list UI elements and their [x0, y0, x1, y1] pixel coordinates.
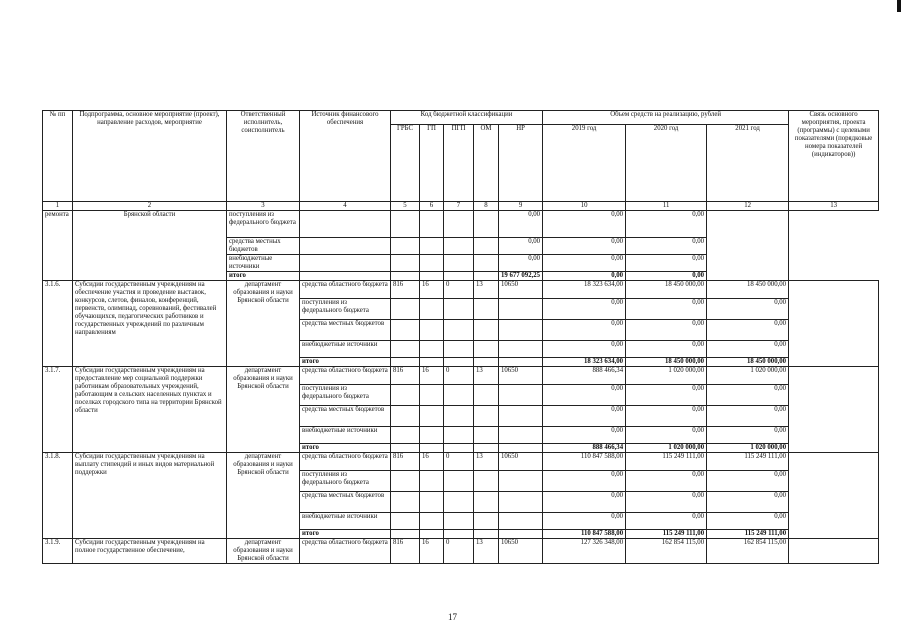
header-gp: ГП [420, 125, 444, 202]
code-cell [474, 471, 499, 492]
source-cell: итого [227, 272, 300, 281]
header-responsible: Ответственный исполнитель, соисполнитель [227, 111, 300, 202]
amount-cell: 110 847 588,00 [543, 530, 626, 539]
source-cell: средства местных бюджетов [300, 406, 391, 427]
amount-cell: 0,00 [543, 255, 626, 272]
program-cell: ремонта [43, 211, 73, 281]
column-index: 12 [707, 202, 789, 211]
source-cell: итого [300, 530, 391, 539]
code-cell [391, 427, 420, 444]
code-cell [499, 320, 543, 341]
code-cell [474, 358, 499, 367]
column-index: 8 [474, 202, 499, 211]
source-cell: средства местных бюджетов [227, 238, 300, 255]
source-cell: внебюджетные источники [300, 427, 391, 444]
code-cell: 16 [420, 281, 444, 299]
amount-cell: 18 450 000,00 [707, 358, 789, 367]
code-cell [420, 444, 444, 453]
code-cell [499, 471, 543, 492]
code-cell [420, 513, 444, 530]
amount-cell: 0,00 [707, 492, 789, 513]
column-index: 13 [789, 202, 879, 211]
amount-cell: 0,00 [626, 272, 707, 281]
code-cell: 16 [420, 367, 444, 385]
header-om: ОМ [474, 125, 499, 202]
code-cell: 13 [474, 281, 499, 299]
header-budget-code: Код бюджетной классификации [391, 111, 543, 125]
code-cell [391, 513, 420, 530]
amount-cell: 0,00 [543, 272, 626, 281]
code-cell [499, 358, 543, 367]
column-index: 2 [73, 202, 227, 211]
source-cell: средства местных бюджетов [300, 492, 391, 513]
amount-cell: 18 450 000,00 [626, 281, 707, 299]
responsible-line: Брянской области [237, 469, 289, 476]
code-cell [420, 530, 444, 539]
code-cell [300, 272, 391, 281]
code-cell [420, 385, 444, 406]
code-cell [391, 444, 420, 453]
code-cell [391, 471, 420, 492]
amount-cell: 0,00 [626, 492, 707, 513]
code-cell [444, 444, 474, 453]
amount-cell: 0,00 [707, 320, 789, 341]
code-cell: 13 [474, 539, 499, 564]
item-number-cell: 3.1.6. [43, 281, 73, 367]
source-cell: внебюджетные источники [227, 255, 300, 272]
source-cell: внебюджетные источники [300, 513, 391, 530]
code-cell [499, 492, 543, 513]
responsible-line: Брянской области [237, 555, 289, 562]
code-cell [391, 320, 420, 341]
code-cell: 16 [420, 539, 444, 564]
column-index: 6 [420, 202, 444, 211]
link-cell [789, 453, 879, 539]
header-volume: Объем средств на реализацию, рублей [543, 111, 789, 125]
amount-cell: 0,00 [626, 513, 707, 530]
link-cell [789, 367, 879, 453]
amount-cell: 0,00 [543, 238, 626, 255]
amount-cell: 0,00 [499, 255, 543, 272]
source-cell: средства областного бюджета [300, 453, 391, 471]
code-cell [474, 513, 499, 530]
code-cell [391, 299, 420, 320]
amount-cell: 0,00 [707, 513, 789, 530]
code-cell [499, 513, 543, 530]
amount-cell: 0,00 [707, 406, 789, 427]
amount-cell: 115 249 111,00 [707, 453, 789, 471]
code-cell [391, 530, 420, 539]
code-cell [300, 211, 391, 238]
amount-cell: 18 323 634,00 [543, 281, 626, 299]
source-cell: итого [300, 444, 391, 453]
responsible-line: департамент образования и науки [233, 281, 293, 296]
code-cell [391, 255, 420, 272]
table-row [43, 367, 879, 385]
code-cell [300, 255, 391, 272]
table-body [43, 202, 879, 564]
amount-cell: 1 020 000,00 [626, 444, 707, 453]
source-cell: средства областного бюджета [300, 281, 391, 299]
link-cell [707, 211, 789, 281]
code-cell [444, 238, 474, 255]
amount-cell: 162 854 115,00 [707, 539, 789, 564]
code-cell [420, 471, 444, 492]
code-cell [474, 211, 499, 238]
responsible-line: Брянской области [237, 383, 289, 390]
amount-cell: 0,00 [543, 211, 626, 238]
column-index: 11 [626, 202, 707, 211]
responsible-cell [227, 539, 300, 564]
amount-cell: 0,00 [626, 299, 707, 320]
amount-cell: 115 249 111,00 [626, 530, 707, 539]
responsible-cell [227, 453, 300, 539]
code-cell [499, 444, 543, 453]
code-cell: 0 [444, 281, 474, 299]
code-cell: 10650 [499, 453, 543, 471]
page-number: 17 [448, 612, 457, 622]
code-cell [420, 255, 444, 272]
responsible-line: Брянской области [237, 297, 289, 304]
responsible-line: департамент образования и науки [233, 367, 293, 382]
amount-cell: 115 249 111,00 [707, 530, 789, 539]
responsible-cell: Брянской области [73, 211, 227, 281]
responsible-line: департамент образования и науки [233, 539, 293, 554]
code-cell [474, 299, 499, 320]
responsible-line: департамент образования и науки [233, 453, 293, 468]
amount-cell: 0,00 [707, 299, 789, 320]
source-cell: поступления из федерального бюджета [227, 211, 300, 238]
source-cell: внебюджетные источники [300, 341, 391, 358]
column-index: 10 [543, 202, 626, 211]
header-2021: 2021 год [707, 125, 789, 202]
amount-cell: 0,00 [626, 385, 707, 406]
code-cell [300, 238, 391, 255]
code-cell [391, 492, 420, 513]
code-cell [474, 272, 499, 281]
amount-cell: 0,00 [499, 238, 543, 255]
code-cell [444, 255, 474, 272]
amount-cell: 0,00 [543, 406, 626, 427]
amount-cell: 0,00 [543, 492, 626, 513]
source-cell: средства местных бюджетов [300, 320, 391, 341]
amount-cell: 0,00 [543, 320, 626, 341]
header-num: № пп [43, 111, 73, 202]
amount-cell: 0,00 [707, 427, 789, 444]
code-cell [474, 255, 499, 272]
code-cell [391, 211, 420, 238]
code-cell [474, 530, 499, 539]
code-cell [474, 406, 499, 427]
header-nr: НР [499, 125, 543, 202]
code-cell: 816 [391, 453, 420, 471]
code-cell [474, 492, 499, 513]
table-row [43, 539, 879, 564]
code-cell [499, 341, 543, 358]
amount-cell: 0,00 [543, 385, 626, 406]
header-link: Связь основного мероприятия, проекта (программы) с целевыми показателями (порядковые номера показателей (индикаторов)) [789, 111, 879, 202]
code-cell [474, 427, 499, 444]
index-row [43, 202, 879, 211]
table-row [43, 453, 879, 471]
column-index: 9 [499, 202, 543, 211]
amount-cell: 1 020 000,00 [707, 444, 789, 453]
amount-cell: 0,00 [543, 513, 626, 530]
code-cell: 16 [420, 453, 444, 471]
code-cell [420, 427, 444, 444]
code-cell [420, 238, 444, 255]
code-cell: 0 [444, 453, 474, 471]
code-cell [444, 406, 474, 427]
code-cell [444, 385, 474, 406]
item-number-cell: 3.1.9. [43, 539, 73, 564]
amount-cell: 19 677 092,25 [499, 272, 543, 281]
code-cell [420, 492, 444, 513]
code-cell [444, 427, 474, 444]
code-cell [391, 341, 420, 358]
code-cell [444, 358, 474, 367]
amount-cell: 18 323 634,00 [543, 358, 626, 367]
column-index: 5 [391, 202, 420, 211]
code-cell: 13 [474, 367, 499, 385]
code-cell [420, 341, 444, 358]
amount-cell: 18 450 000,00 [707, 281, 789, 299]
code-cell [474, 385, 499, 406]
amount-cell: 110 847 588,00 [543, 453, 626, 471]
amount-cell: 0,00 [707, 385, 789, 406]
responsible-cell [227, 367, 300, 453]
item-number-cell: 3.1.8. [43, 453, 73, 539]
amount-cell: 0,00 [626, 427, 707, 444]
source-cell: поступления из федерального бюджета [300, 471, 391, 492]
amount-cell: 0,00 [707, 341, 789, 358]
code-cell [444, 341, 474, 358]
amount-cell: 0,00 [543, 471, 626, 492]
code-cell [499, 406, 543, 427]
table-row [43, 211, 879, 238]
amount-cell: 888 466,34 [543, 444, 626, 453]
amount-cell: 0,00 [626, 320, 707, 341]
source-cell: средства областного бюджета [300, 367, 391, 385]
amount-cell: 0,00 [626, 211, 707, 238]
table-header [43, 111, 879, 202]
table-row [43, 281, 879, 299]
source-cell: поступления из федерального бюджета [300, 299, 391, 320]
column-index: 7 [444, 202, 474, 211]
code-cell [444, 299, 474, 320]
source-cell: поступления из федерального бюджета [300, 385, 391, 406]
code-cell [444, 513, 474, 530]
program-cell: Субсидии государственным учреждениям на предоставление мер социальной поддержки работникам образовательных учреждений, работающим в сельских населенных пунктах и поселках городского типа на территории Брянской области [73, 367, 227, 453]
item-number-cell: 3.1.7. [43, 367, 73, 453]
code-cell [420, 272, 444, 281]
budget-table [42, 110, 879, 564]
code-cell: 816 [391, 539, 420, 564]
column-index: 3 [227, 202, 300, 211]
code-cell [499, 299, 543, 320]
code-cell [444, 530, 474, 539]
amount-cell: 1 020 000,00 [707, 367, 789, 385]
code-cell [474, 444, 499, 453]
header-2020: 2020 год [626, 125, 707, 202]
amount-cell: 0,00 [707, 471, 789, 492]
code-cell [499, 427, 543, 444]
scan-edge-mark [897, 0, 901, 12]
code-cell [499, 385, 543, 406]
code-cell [474, 341, 499, 358]
code-cell: 0 [444, 539, 474, 564]
amount-cell: 0,00 [499, 211, 543, 238]
header-pgp: ПГП [444, 125, 474, 202]
code-cell: 10650 [499, 539, 543, 564]
amount-cell: 0,00 [543, 299, 626, 320]
code-cell [420, 406, 444, 427]
code-cell [474, 238, 499, 255]
code-cell [444, 211, 474, 238]
amount-cell: 0,00 [626, 255, 707, 272]
code-cell: 816 [391, 281, 420, 299]
code-cell: 13 [474, 453, 499, 471]
header-program: Подпрограмма, основное мероприятие (проект), направление расходов, мероприятие [73, 111, 227, 202]
column-index: 4 [300, 202, 391, 211]
amount-cell: 115 249 111,00 [626, 453, 707, 471]
responsible-cell [227, 281, 300, 367]
amount-cell: 0,00 [626, 406, 707, 427]
code-cell [420, 320, 444, 341]
link-cell [789, 539, 879, 564]
code-cell [391, 385, 420, 406]
code-cell [444, 320, 474, 341]
code-cell [391, 238, 420, 255]
code-cell: 10650 [499, 367, 543, 385]
header-2019: 2019 год [543, 125, 626, 202]
amount-cell: 0,00 [543, 427, 626, 444]
amount-cell: 888 466,34 [543, 367, 626, 385]
column-index: 1 [43, 202, 73, 211]
code-cell: 0 [444, 367, 474, 385]
code-cell [499, 530, 543, 539]
amount-cell: 0,00 [543, 341, 626, 358]
code-cell [444, 471, 474, 492]
code-cell [420, 211, 444, 238]
source-cell: итого [300, 358, 391, 367]
program-cell: Субсидии государственным учреждениям на обеспечение участия и проведение выставок, конкурсов, слетов, финалов, конференций, первенств, олимпиад, соревнований, фестивалей обучающихся, педагогических работников и государственных учреждений по различным направлениям [73, 281, 227, 367]
amount-cell: 0,00 [626, 238, 707, 255]
code-cell [420, 299, 444, 320]
program-cell: Субсидии государственным учреждениям на полное государственное обеспечение, [73, 539, 227, 564]
amount-cell: 162 854 115,00 [626, 539, 707, 564]
source-cell: средства областного бюджета [300, 539, 391, 564]
code-cell: 10650 [499, 281, 543, 299]
code-cell [391, 272, 420, 281]
program-cell: Субсидии государственным учреждениям на выплату стипендий и иных видов материальной поддержки [73, 453, 227, 539]
link-cell [789, 281, 879, 367]
code-cell: 816 [391, 367, 420, 385]
header-grbs: ГРБС [391, 125, 420, 202]
amount-cell: 0,00 [626, 471, 707, 492]
amount-cell: 18 450 000,00 [626, 358, 707, 367]
code-cell [391, 358, 420, 367]
code-cell [444, 272, 474, 281]
code-cell [420, 358, 444, 367]
code-cell [474, 320, 499, 341]
amount-cell: 127 326 348,00 [543, 539, 626, 564]
amount-cell: 1 020 000,00 [626, 367, 707, 385]
header-source: Источник финансового обеспечения [300, 111, 391, 202]
code-cell [391, 406, 420, 427]
code-cell [444, 492, 474, 513]
amount-cell: 0,00 [626, 341, 707, 358]
